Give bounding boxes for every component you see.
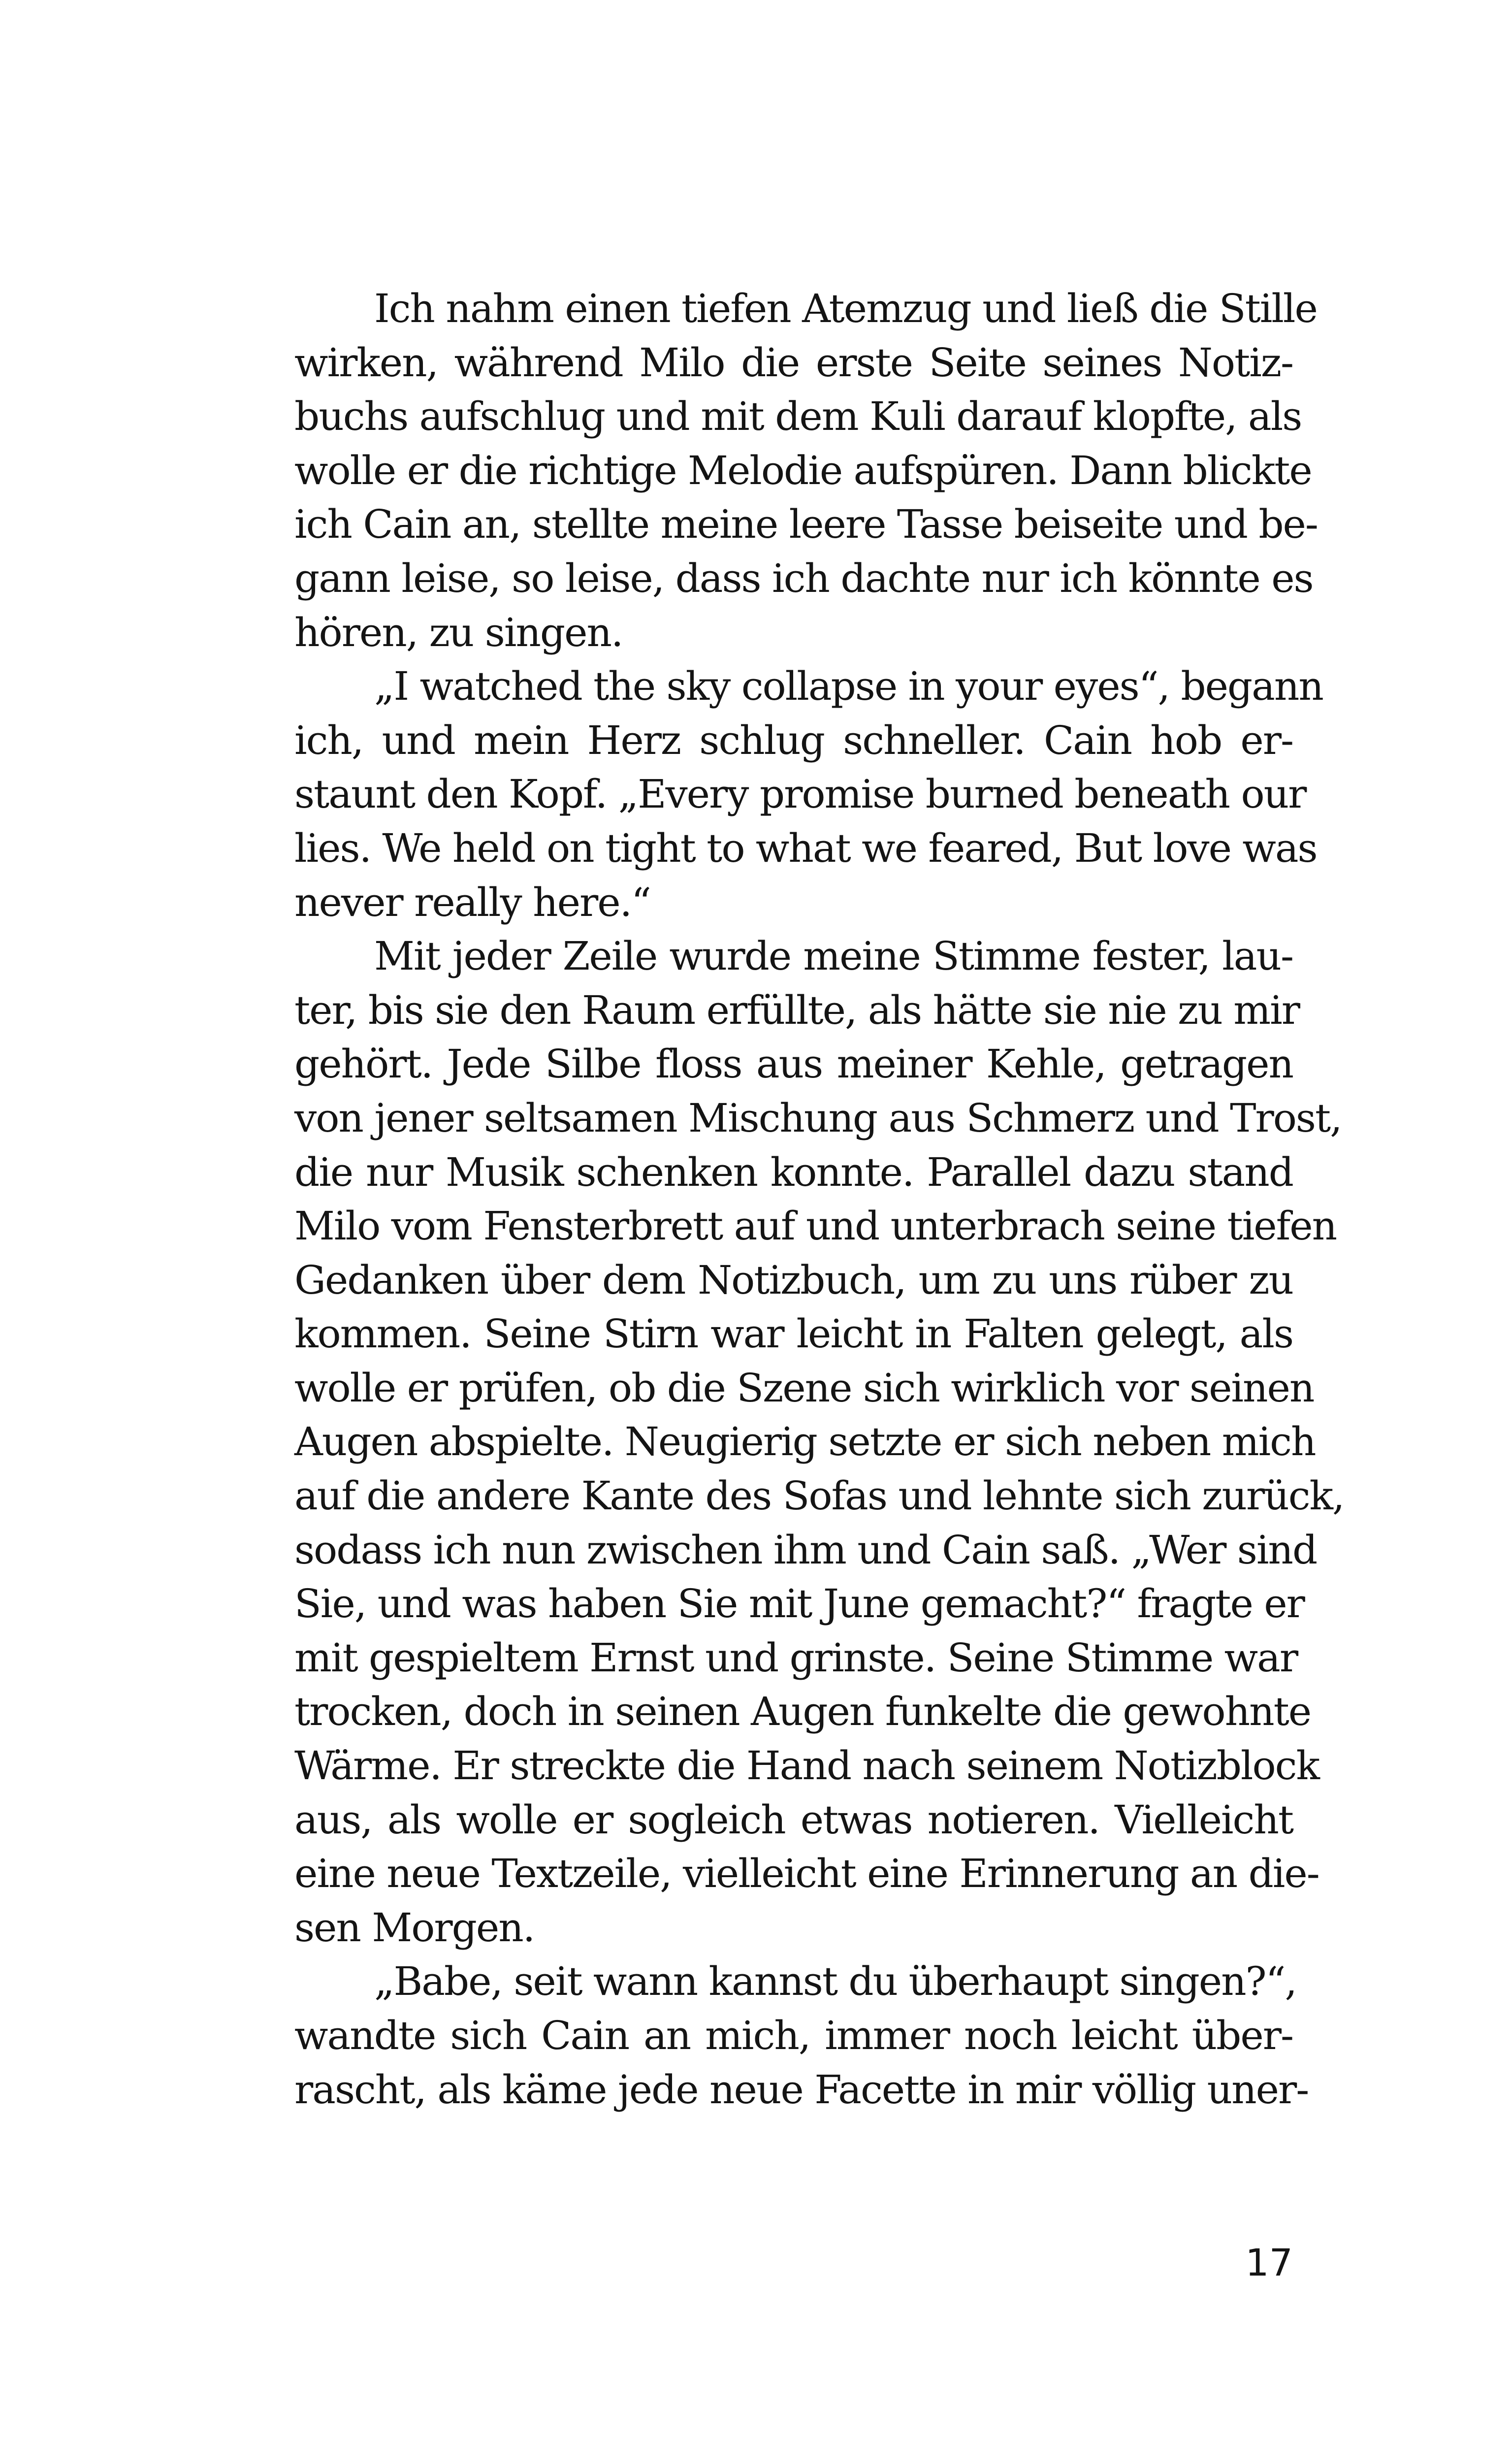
text-line: eine neue Textzeile, vielleicht eine Erinnerung an die- xyxy=(294,1851,1319,1897)
text-line: sodass ich nun zwischen ihm und Cain saß. „Wer sind xyxy=(294,1527,1317,1573)
text-line: „I watched the sky collapse in your eyes“, begann xyxy=(374,663,1323,710)
text-line: wolle er prüfen, ob die Szene sich wirklich vor seinen xyxy=(294,1365,1314,1411)
text-line: Gedanken über dem Notizbuch, um zu uns rüber zu xyxy=(294,1257,1293,1303)
text-line: wandte sich Cain an mich, immer noch leicht über- xyxy=(294,2013,1293,2058)
text-line: Augen abspielte. Neugierig setzte er sich neben mich xyxy=(294,1419,1316,1465)
text-line: ich Cain an, stellte meine leere Tasse beiseite und be- xyxy=(294,501,1318,548)
text-line: Ich nahm einen tiefen Atemzug und ließ die Stille xyxy=(374,286,1317,331)
text-line: rascht, als käme jede neue Facette in mir völlig uner- xyxy=(294,2066,1309,2113)
text-line: buchs aufschlug und mit dem Kuli darauf klopfte, als xyxy=(294,393,1302,440)
body-text xyxy=(294,282,1344,2117)
text-line: Milo vom Fensterbrett auf und unterbrach seine tiefen xyxy=(294,1203,1337,1249)
text-line: die nur Musik schenken konnte. Parallel dazu stand xyxy=(294,1149,1293,1195)
page-number: 17 xyxy=(1245,2241,1293,2284)
text-line: wirken, während Milo die erste Seite seines Notiz- xyxy=(294,339,1293,386)
text-line: auf die andere Kante des Sofas und lehnte sich zurück, xyxy=(294,1473,1344,1519)
text-line: Sie, und was haben Sie mit June gemacht?“ fragte er xyxy=(294,1581,1304,1627)
text-line: kommen. Seine Stirn war leicht in Falten gelegt, als xyxy=(294,1311,1293,1357)
text-line: staunt den Kopf. „Every promise burned beneath our xyxy=(294,771,1306,817)
text-line: hören, zu singen. xyxy=(294,609,623,655)
text-line: mit gespieltem Ernst und grinste. Seine Stimme war xyxy=(294,1634,1298,1681)
text-line: wolle er die richtige Melodie aufspüren. Dann blickte xyxy=(294,447,1312,493)
text-line: sen Morgen. xyxy=(294,1904,535,1951)
text-line: never really here.“ xyxy=(294,879,650,925)
text-line: Mit jeder Zeile wurde meine Stimme fester, lau- xyxy=(374,933,1293,979)
text-line: gann leise, so leise, dass ich dachte nur ich könnte es xyxy=(294,555,1313,601)
text-line: ich, und mein Herz schlug schneller. Cain hob er- xyxy=(294,717,1293,763)
text-line: trocken, doch in seinen Augen funkelte die gewohnte xyxy=(294,1689,1311,1735)
text-line: von jener seltsamen Mischung aus Schmerz und Trost, xyxy=(294,1095,1342,1141)
text-line: aus, als wolle er sogleich etwas notieren. Vielleicht xyxy=(294,1796,1293,1843)
text-line: Wärme. Er streckte die Hand nach seinem Notizblock xyxy=(294,1743,1319,1789)
text-line: „Babe, seit wann kannst du überhaupt singen?“, xyxy=(374,1958,1296,2005)
text-line: lies. We held on tight to what we feared, But love was xyxy=(294,825,1317,871)
text-line: gehört. Jede Silbe floss aus meiner Kehle, getragen xyxy=(294,1041,1293,1087)
text-line: ter, bis sie den Raum erfüllte, als hätte sie nie zu mir xyxy=(294,987,1299,1033)
